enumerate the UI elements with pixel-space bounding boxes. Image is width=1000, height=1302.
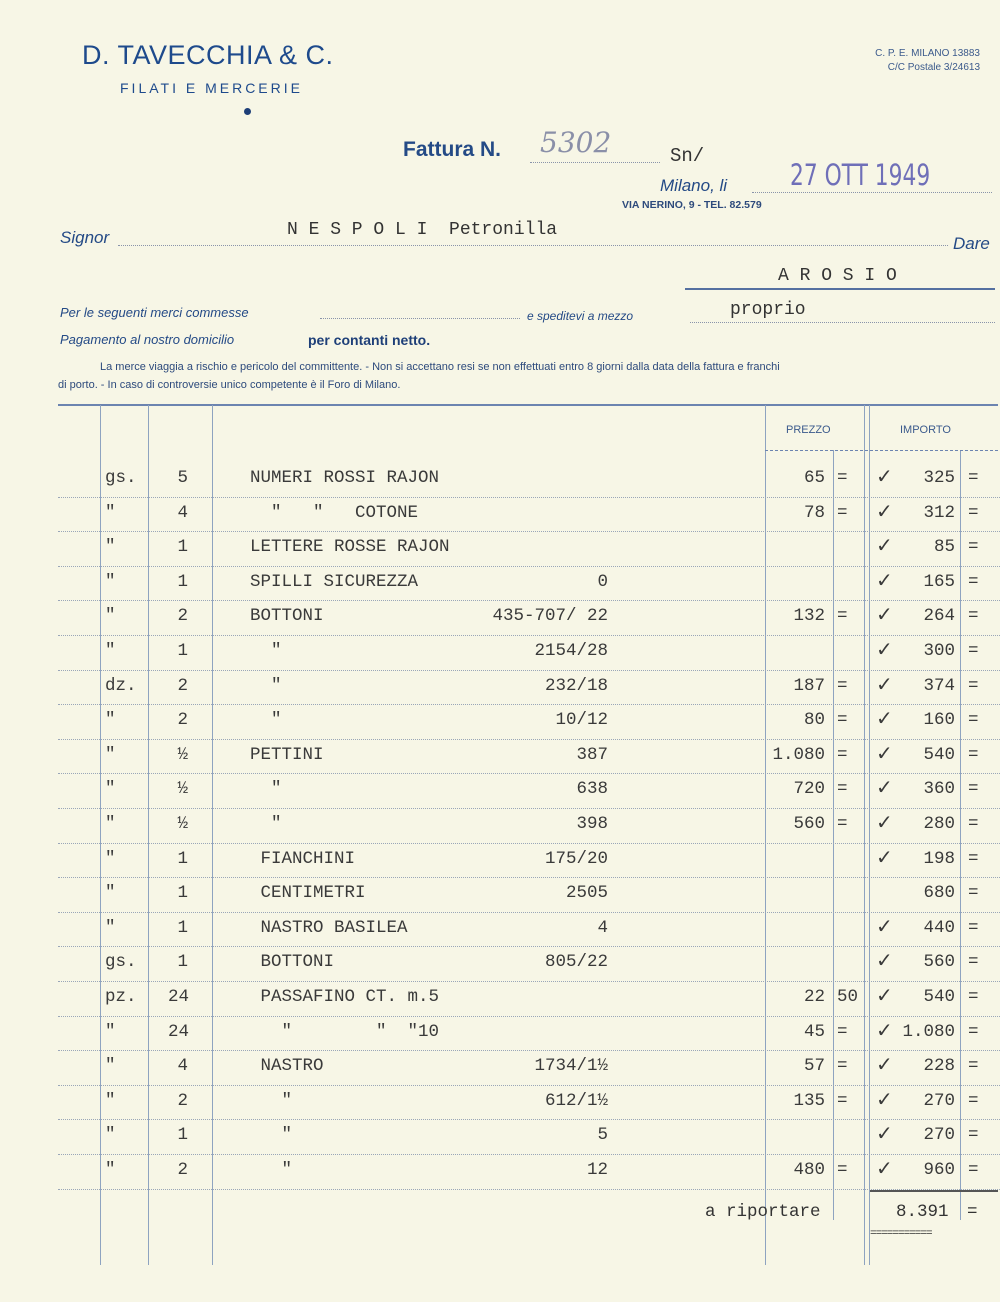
checkmark-icon: ✓ (876, 706, 893, 731)
amount-equals: = (968, 710, 979, 731)
row-unit: " (105, 502, 116, 523)
row-quantity: 2 (177, 675, 188, 696)
row-unit: " (105, 1056, 116, 1077)
amount-equals: = (968, 987, 979, 1007)
amount-equals: = (968, 675, 979, 696)
row-description: NASTRO (250, 1056, 324, 1077)
row-amount: 160 (923, 710, 955, 731)
checkmark-icon: ✓ (876, 740, 893, 765)
checkmark-icon: ✓ (876, 602, 893, 627)
checkmark-icon: ✓ (876, 983, 893, 1007)
row-code: 398 (576, 814, 608, 834)
row-code: 1734/1½ (534, 1056, 608, 1077)
row-description: " " "10 (250, 1021, 440, 1042)
row-description: FIANCHINI (250, 848, 356, 869)
company-name: D. TAVECCHIA & C. (82, 40, 334, 70)
row-amount: 374 (923, 675, 955, 696)
row-unit: " (105, 606, 116, 627)
row-price-suffix: = (837, 744, 848, 765)
row-quantity: 2 (177, 1160, 188, 1180)
row-description: " (250, 675, 282, 696)
checkmark-icon: ✓ (876, 844, 893, 869)
row-amount: 300 (923, 641, 955, 661)
row-price: 720 (793, 779, 825, 800)
row-price-suffix: = (837, 1160, 848, 1180)
row-amount: 85 (933, 537, 955, 558)
row-quantity: 2 (177, 710, 188, 731)
table-top-rule (58, 404, 998, 406)
row-amount: 960 (923, 1160, 955, 1180)
amount-equals: = (968, 917, 979, 938)
row-quantity: 24 (168, 987, 190, 1007)
table-row (58, 946, 1000, 982)
amount-equals: = (968, 952, 979, 973)
row-code: 2154/28 (534, 641, 608, 661)
checkmark-icon: ✓ (876, 1121, 893, 1146)
amount-equals: = (968, 1090, 979, 1111)
row-quantity: 5 (177, 468, 188, 488)
row-amount: 228 (923, 1056, 955, 1077)
row-code: 2505 (565, 883, 608, 904)
row-description: " (250, 1125, 293, 1146)
table-row (58, 1085, 1000, 1121)
table-row (58, 462, 1000, 498)
row-unit: " (105, 1090, 116, 1111)
table-row (58, 635, 1000, 671)
amount-equals: = (968, 814, 979, 834)
row-description: PETTINI (250, 744, 324, 765)
row-unit: " (105, 641, 116, 661)
row-amount: 165 (923, 571, 955, 592)
checkmark-icon: ✓ (876, 671, 893, 696)
amount-equals: = (968, 571, 979, 592)
checkmark-icon: ✓ (876, 948, 893, 973)
signor-line (118, 245, 948, 246)
row-amount: 360 (923, 779, 955, 800)
row-price-suffix: = (837, 468, 848, 488)
customer-city: A R O S I O (778, 266, 897, 286)
row-description: " (250, 779, 282, 800)
customer-name: N E S P O L I Petronilla (287, 220, 558, 240)
row-unit: " (105, 1160, 116, 1180)
checkmark-icon: ✓ (876, 1052, 893, 1077)
amount-equals: = (968, 606, 979, 627)
row-price: 22 (803, 987, 825, 1007)
row-code: 4 (597, 917, 608, 938)
row-unit: " (105, 883, 116, 904)
row-description: PASSAFINO CT. m.5 (250, 987, 440, 1007)
row-unit: " (105, 779, 116, 800)
row-description: CENTIMETRI (250, 883, 366, 904)
row-description: NASTRO BASILEA (250, 917, 408, 938)
table-row (58, 1119, 1000, 1155)
postal-account: C/C Postale 3/24613 (887, 62, 980, 73)
table-row (58, 704, 1000, 740)
amount-equals: = (968, 779, 979, 800)
table-row (58, 843, 1000, 879)
checkmark-icon: ✓ (876, 810, 893, 834)
row-price-suffix: 50 (837, 987, 859, 1007)
row-quantity: 1 (177, 883, 188, 904)
row-amount: 680 (923, 883, 955, 904)
carry-forward-total: 8.391 (896, 1202, 949, 1222)
row-quantity: ½ (177, 814, 188, 834)
row-code: 232/18 (544, 675, 608, 696)
row-description: BOTTONI (250, 952, 335, 973)
row-code: 10/12 (555, 710, 608, 731)
cpe-number: C. P. E. MILANO 13883 (875, 48, 980, 59)
amount-equals: = (968, 468, 979, 488)
row-amount: 540 (923, 987, 955, 1007)
row-code: 387 (576, 744, 608, 765)
signor-label: Signor (60, 228, 110, 247)
row-amount: 270 (923, 1125, 955, 1146)
row-unit: " (105, 1021, 116, 1042)
total-equals: = (967, 1202, 978, 1222)
row-unit: " (105, 710, 116, 731)
table-row (58, 531, 1000, 567)
amount-equals: = (968, 641, 979, 661)
row-quantity: 2 (177, 606, 188, 627)
amount-equals: = (968, 1125, 979, 1146)
row-code: 612/1½ (544, 1090, 608, 1111)
row-unit: " (105, 1125, 116, 1146)
checkmark-icon: ✓ (876, 567, 893, 592)
row-quantity: 1 (177, 917, 188, 938)
merci-label: Per le seguenti merci commesse (60, 305, 249, 320)
checkmark-icon: ✓ (876, 775, 893, 800)
row-quantity: 4 (177, 502, 188, 523)
row-unit: dz. (105, 675, 137, 696)
row-price-suffix: = (837, 1090, 848, 1111)
table-row (58, 566, 1000, 602)
row-unit: " (105, 848, 116, 869)
milano-label: Milano, li (660, 176, 728, 195)
row-description: " (250, 710, 282, 731)
row-unit: " (105, 537, 116, 558)
row-unit: " (105, 744, 116, 765)
amount-equals: = (968, 883, 979, 904)
invoice-date-stamp: 27 OTT 1949 (790, 158, 931, 192)
row-quantity: 2 (177, 1090, 188, 1111)
row-quantity: 4 (177, 1056, 188, 1077)
row-description: NUMERI ROSSI RAJON (250, 468, 440, 488)
row-price-suffix: = (837, 606, 848, 627)
row-code: 805/22 (544, 952, 608, 973)
importo-header: IMPORTO (900, 424, 951, 436)
row-amount: 325 (923, 468, 955, 488)
row-amount: 198 (923, 848, 955, 869)
row-unit: " (105, 814, 116, 834)
row-quantity: 24 (168, 1021, 190, 1042)
row-code: 5 (597, 1125, 608, 1146)
decorative-dot (244, 108, 251, 115)
row-amount: 264 (923, 606, 955, 627)
row-quantity: 1 (177, 641, 188, 661)
row-quantity: ½ (177, 779, 188, 800)
row-unit: " (105, 917, 116, 938)
row-amount: 312 (923, 502, 955, 523)
company-tagline: FILATI E MERCERIE (120, 80, 303, 96)
table-row (58, 670, 1000, 706)
row-price-suffix: = (837, 675, 848, 696)
row-price: 65 (803, 468, 825, 488)
table-row (58, 1154, 1000, 1190)
amount-equals: = (968, 502, 979, 523)
checkmark-icon: ✓ (876, 1156, 893, 1180)
row-price-suffix: = (837, 1021, 848, 1042)
checkmark-icon: ✓ (876, 1017, 893, 1042)
row-quantity: 1 (177, 848, 188, 869)
row-unit: " (105, 571, 116, 592)
checkmark-icon: ✓ (876, 498, 893, 523)
row-price: 78 (803, 502, 825, 523)
row-code: 435-707/ 22 (492, 606, 608, 627)
amount-equals: = (968, 1160, 979, 1180)
date-line (752, 192, 992, 193)
table-row (58, 912, 1000, 948)
table-row (58, 739, 1000, 775)
row-amount: 440 (923, 917, 955, 938)
header-rule (765, 450, 998, 451)
invoice-number-line (530, 162, 660, 163)
company-address: VIA NERINO, 9 - TEL. 82.579 (622, 199, 762, 211)
row-price-suffix: = (837, 710, 848, 731)
city-underline (685, 288, 995, 290)
checkmark-icon: ✓ (876, 464, 893, 488)
table-row (58, 1016, 1000, 1052)
row-unit: pz. (105, 987, 137, 1007)
amount-equals: = (968, 1021, 979, 1042)
company-registration (875, 47, 980, 75)
row-amount: 1.080 (902, 1021, 955, 1042)
row-description: " (250, 1090, 293, 1111)
spedite-label: e speditevi a mezzo (527, 309, 634, 323)
payment-terms: per contanti netto. (308, 332, 431, 348)
pagamento-label: Pagamento al nostro domicilio (60, 332, 235, 347)
shipping-method: proprio (730, 300, 806, 320)
row-amount: 540 (923, 744, 955, 765)
terms-note-1: La merce viaggia a rischio e pericolo del committente. - Non si accettano resi se non effettuati entro 8 giorni dalla data della fattura e franchi (100, 361, 780, 373)
checkmark-icon: ✓ (876, 913, 893, 938)
table-row (58, 877, 1000, 913)
row-price-suffix: = (837, 779, 848, 800)
row-code: 0 (597, 571, 608, 592)
row-amount: 280 (923, 814, 955, 834)
row-price: 1.080 (772, 744, 825, 765)
terms-note-2: di porto. - In caso di controversie unico competente è il Foro di Milano. (58, 379, 401, 391)
row-price-suffix: = (837, 1056, 848, 1077)
row-price-suffix: = (837, 502, 848, 523)
table-row (58, 808, 1000, 844)
row-price: 135 (793, 1090, 825, 1111)
row-price-suffix: = (837, 814, 848, 834)
table-row (58, 1050, 1000, 1086)
row-unit: gs. (105, 952, 137, 973)
dare-label: Dare (953, 234, 990, 253)
amount-equals: = (968, 744, 979, 765)
row-unit: gs. (105, 468, 137, 488)
row-quantity: ½ (177, 744, 188, 765)
row-price: 132 (793, 606, 825, 627)
row-code: 12 (586, 1160, 608, 1180)
sn: Sn/ (670, 145, 705, 167)
amount-equals: = (968, 537, 979, 558)
checkmark-icon: ✓ (876, 637, 893, 661)
table-row (58, 981, 1000, 1017)
row-quantity: 1 (177, 952, 188, 973)
total-double-rule: =========== (870, 1228, 932, 1240)
row-description: " (250, 641, 282, 661)
invoice-label: Fattura N. (403, 138, 502, 161)
row-description: " (250, 814, 282, 834)
row-amount: 270 (923, 1090, 955, 1111)
total-rule (870, 1190, 998, 1192)
row-price: 560 (793, 814, 825, 834)
row-price: 80 (803, 710, 825, 731)
prezzo-header: PREZZO (786, 424, 831, 436)
row-price: 57 (803, 1056, 825, 1077)
mezzo-line (690, 322, 995, 323)
row-quantity: 1 (177, 571, 188, 592)
row-quantity: 1 (177, 1125, 188, 1146)
row-description: " " COTONE (250, 502, 419, 523)
row-code: 638 (576, 779, 608, 800)
row-description: LETTERE ROSSE RAJON (250, 537, 450, 558)
row-code: 175/20 (544, 848, 608, 869)
table-row (58, 497, 1000, 533)
checkmark-icon: ✓ (876, 533, 893, 558)
row-description: BOTTONI (250, 606, 324, 627)
row-quantity: 1 (177, 537, 188, 558)
table-row (58, 600, 1000, 636)
invoice-number: 5302 (540, 126, 612, 159)
checkmark-icon: ✓ (876, 1086, 893, 1111)
carry-forward-label: a riportare (705, 1202, 821, 1222)
row-price: 480 (793, 1160, 825, 1180)
row-price: 45 (803, 1021, 825, 1042)
row-description: SPILLI SICUREZZA (250, 571, 419, 592)
table-row (58, 773, 1000, 809)
amount-equals: = (968, 848, 979, 869)
row-price: 187 (793, 675, 825, 696)
row-description: " (250, 1160, 293, 1180)
merci-line (320, 318, 520, 319)
row-amount: 560 (923, 952, 955, 973)
amount-equals: = (968, 1056, 979, 1077)
